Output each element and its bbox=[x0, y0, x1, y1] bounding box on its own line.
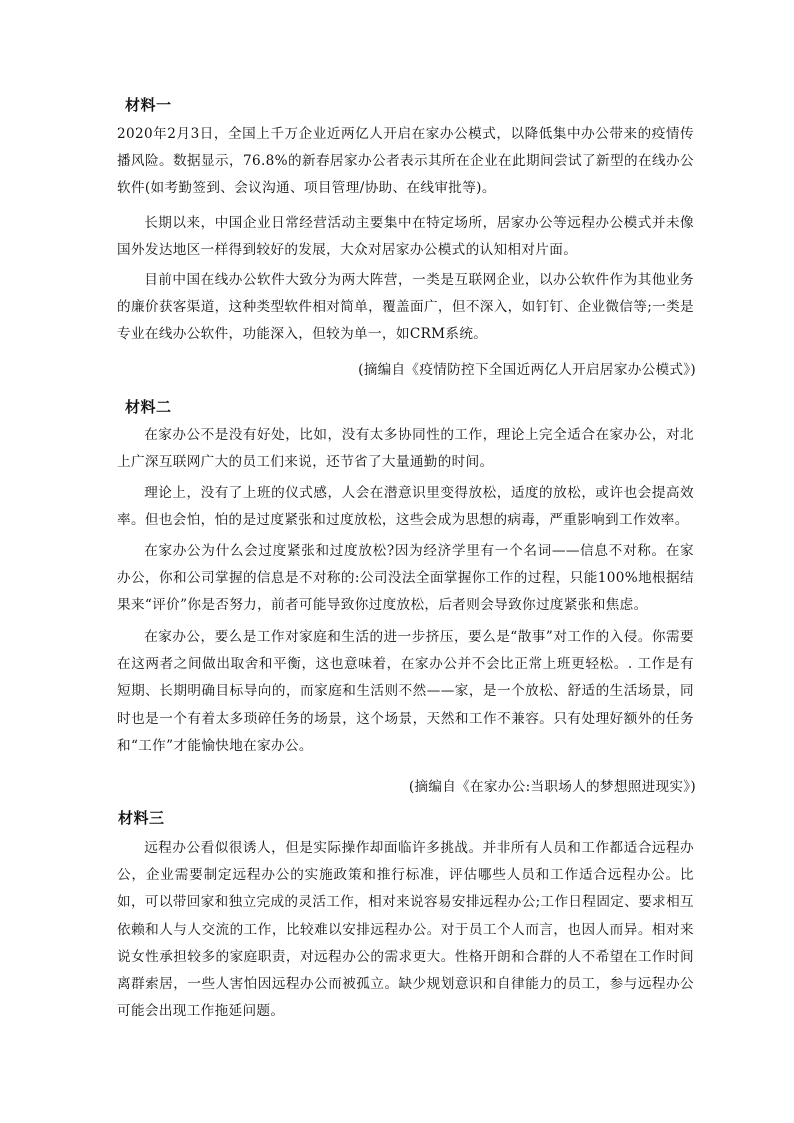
material-2-paragraph-4: 在家办公，要么是工作对家庭和生活的进一步挤压，要么是“散事”对工作的入侵。你需要在这两者之间做出取舍和平衡，这也意味着，在家办公并不会比正常上班更轻松。. 工作是有短期、长期明确目标导向的，而家庭和生活则不然——家，是一个放松、舒适的生活场景，同时也是一个有着太多琐碎任务的场景，这个场景，天然和工作不兼容。只有处理好额外的任务和“工作”才能愉快地在家办公。 bbox=[117, 629, 694, 754]
material-2-paragraph-2: 理论上，没有了上班的仪式感，人会在潜意识里变得放松，适度的放松，或许也会提高效率。但也会怕，怕的是过度紧张和过度放松，这些会成为思想的病毒，严重影响到工作效率。 bbox=[117, 485, 694, 529]
material-1-paragraph-1: 2020年2月3日，全国上千万企业近两亿人开启在家办公模式，以降低集中办公带来的疫情传播风险。数据显示，76.8%的新春居家办公者表示其所在企业在此期间尝试了新型的在线办公软件(如考勤签到、会议沟通、项目管理/协助、在线审批等)。 bbox=[117, 126, 694, 197]
material-1-heading: 材料一 bbox=[125, 96, 172, 114]
material-1-paragraph-3: 目前中国在线办公软件大致分为两大阵营，一类是互联网企业，以办公软件作为其他业务的廉价获客渠道，这种类型软件相对简单，覆盖面广，但不深入，如钉钉、企业微信等;一类是专业在线办公软件，功能深入，但较为单一，如CRM系统。 bbox=[117, 272, 694, 343]
material-2-heading: 材料二 bbox=[125, 398, 172, 416]
material-2-paragraph-1: 在家办公不是没有好处，比如，没有太多协同性的工作，理论上完全适合在家办公，对北上广深互联网广大的员工们来说，还节省了大量通勤的时间。 bbox=[117, 427, 694, 471]
material-1-paragraph-2: 长期以来，中国企业日常经营活动主要集中在特定场所，居家办公等远程办公模式并未像国外发达地区一样得到较好的发展，大众对居家办公模式的认知相对片面。 bbox=[117, 215, 694, 259]
material-1-source: (摘编自《疫情防控下全国近两亿人开启居家办公模式》) bbox=[358, 362, 696, 378]
material-2-paragraph-3: 在家办公为什么会过度紧张和过度放松?因为经济学里有一个名词——信息不对称。在家办公，你和公司掌握的信息是不对称的:公司没法全面掌握你工作的过程，只能100%地根据结果来“评价”你是否努力，前者可能导致你过度放松，后者则会导致你过度紧张和焦虑。 bbox=[117, 543, 694, 614]
material-2-source: (摘编自《在家办公:当职场人的梦想照进现实》) bbox=[408, 779, 696, 795]
material-3-paragraph-1: 远程办公看似很诱人，但是实际操作却面临许多挑战。并非所有人员和工作都适合远程办公，企业需要制定远程办公的实施政策和推行标准，评估哪些人员和工作适合远程办公。比如，可以带回家和独立完成的灵活工作，相对来说容易安排远程办公;工作日程固定、要求相互依赖和人与人交流的工作，比较难以安排远程办公。对于员工个人而言，也因人而异。相对来说女性承担较多的家庭职责，对远程办公的需求更大。性格开朗和合群的人不希望在工作时间离群索居，一些人害怕因远程办公而被孤立。缺少规划意识和自律能力的员工，参与远程办公可能会出现工作拖延问题。 bbox=[117, 840, 694, 1020]
material-3-heading: 材料三 bbox=[118, 809, 165, 827]
